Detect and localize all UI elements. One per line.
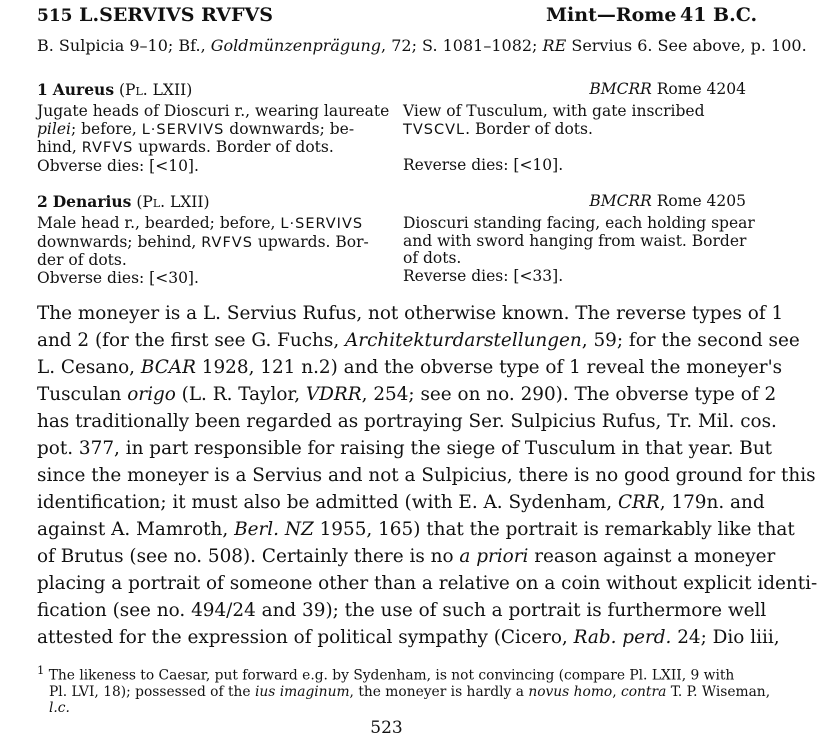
commentary-line: of Brutus (see no. 508). Certainly there is no a priori reason against a moneyer — [37, 546, 776, 567]
coin-2-heading: 2 Denarius (Pl. LXII) — [37, 192, 210, 211]
commentary-line: has traditionally been regarded as portraying Ser. Sulpicius Rufus, Tr. Mil. cos. — [37, 411, 777, 432]
coin-legend: RVFVS — [201, 234, 253, 251]
commentary-line: identification; it must also be admitted (with E. A. Sydenham, CRR, 179n. and — [37, 492, 765, 513]
coin-legend: RVFVS — [81, 140, 134, 156]
obverse-dies: Obverse dies: [<30]. — [37, 268, 199, 287]
coin-legend: L·SERVIVS — [141, 121, 225, 138]
coin-1-reverse: View of Tusculum, with gate inscribed TVSCVL. Border of dots. Reverse dies: [<10]. — [403, 102, 705, 174]
coin-2-reverse: Dioscuri standing facing, each holding spear and with sword hanging from waist. Border of dots. Reverse dies: [<33]. — [403, 214, 755, 285]
obverse-dies: Obverse dies: [<10]. — [37, 156, 199, 175]
commentary-line: against A. Mamroth, Berl. NZ 1955, 165) that the portrait is remarkably like that — [37, 519, 795, 540]
coin-legend: TVSCVL — [403, 121, 466, 138]
page-number: 523 — [370, 718, 403, 738]
commentary-line: since the moneyer is a Servius and not a Sulpicius, there is no good ground for this — [37, 465, 816, 486]
entry-heading — [37, 4, 273, 26]
coin-legend: L·SERVIVS — [280, 216, 364, 232]
entry-number: 515 — [37, 6, 73, 26]
commentary-line: fication (see no. 494/24 and 39); the use of such a portrait is furthermore well — [37, 600, 767, 621]
commentary-line: pot. 377, in part responsible for raising the siege of Tusculum in that year. But — [37, 438, 773, 459]
date-label: 41 B.C. — [680, 4, 758, 26]
commentary-line: L. Cesano, BCAR 1928, 121 n.2) and the obverse type of 1 reveal the moneyer's — [37, 357, 783, 378]
coin-1-bmc-ref: BMCRR Rome 4204 — [589, 80, 746, 98]
commentary-line: and 2 (for the first see G. Fuchs, Architekturdarstellungen, 59; for the second see — [37, 330, 800, 351]
reverse-dies: Reverse dies: [<33]. — [403, 266, 564, 285]
commentary-line: The moneyer is a L. Servius Rufus, not otherwise known. The reverse types of 1 — [37, 303, 784, 324]
footnote: $^1$ The likeness to Caesar, put forward e.g. by Sydenham, is not convincing (compare Pl. LXII, 9 with Pl. LVI, 18); possessed of the ius imaginum, the moneyer is hardly a novus homo, contra T. P. Wiseman, l.c. — [37, 663, 771, 716]
coin-1-heading: 1 Aureus (Pl. LXII) — [37, 80, 193, 99]
commentary-line: placing a portrait of someone other than a relative on a coin without explicit identi- — [37, 573, 817, 594]
footnote-marker: 1 — [37, 663, 45, 677]
reverse-dies: Reverse dies: [<10]. — [403, 155, 564, 174]
moneyer-name: L.SERVIVS RVFVS — [79, 4, 273, 26]
coin-2-obverse: Male head r., bearded; before, L·SERVIVS downwards; behind, RVFVS upwards. Bor- der of dots. Obverse dies: [<30]. — [37, 214, 369, 287]
mint-label: Mint—Rome — [546, 4, 677, 26]
coin-2-bmc-ref: BMCRR Rome 4205 — [589, 192, 746, 210]
references: B. Sulpicia 9–10; Bf., Goldmünzenprägung, 72; S. 1081–1082; RE Servius 6. See above, p. 100. — [37, 36, 807, 55]
coin-1-obverse: Jugate heads of Dioscuri r., wearing laureate pilei; before, L·SERVIVS downwards; be- hind, RVFVS upwards. Border of dots. Obverse dies: [<10]. — [37, 102, 390, 175]
commentary-line: attested for the expression of political sympathy (Cicero, Rab. perd. 24; Dio liii, — [37, 627, 780, 648]
commentary-line: Tusculan origo (L. R. Taylor, VDRR, 254; see on no. 290). The obverse type of 2 — [37, 384, 777, 405]
